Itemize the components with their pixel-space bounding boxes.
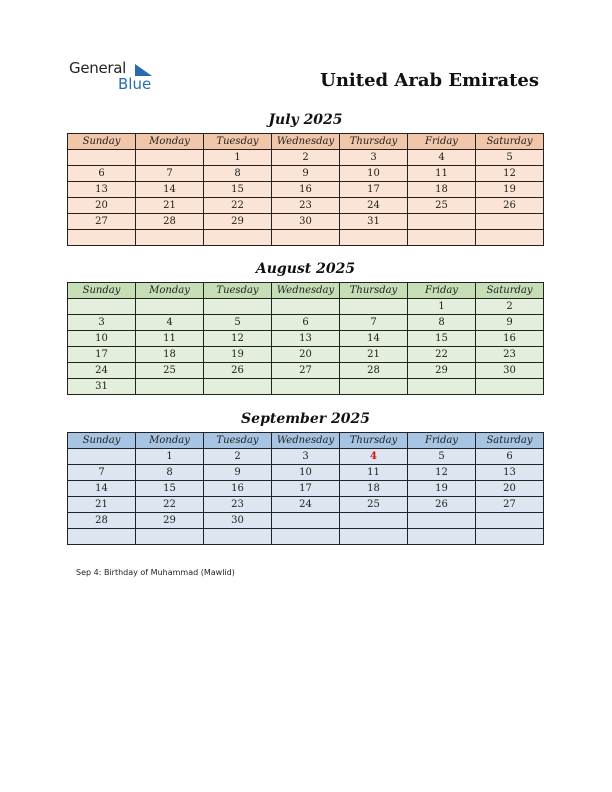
day-cell: 6 xyxy=(272,315,340,331)
day-cell: 23 xyxy=(272,198,340,214)
day-cell: 26 xyxy=(408,497,476,513)
day-cell: 24 xyxy=(340,198,408,214)
week-row xyxy=(68,449,544,465)
day-cell: 1 xyxy=(136,449,204,465)
day-cell: 23 xyxy=(476,347,544,363)
weekday-header: Tuesday xyxy=(204,433,272,449)
empty-day-cell xyxy=(272,529,340,545)
day-cell: 26 xyxy=(476,198,544,214)
week-row xyxy=(68,182,544,198)
empty-day-cell xyxy=(340,513,408,529)
day-cell: 28 xyxy=(340,363,408,379)
day-cell: 20 xyxy=(272,347,340,363)
day-cell: 23 xyxy=(204,497,272,513)
day-cell: 11 xyxy=(340,465,408,481)
empty-day-cell xyxy=(136,230,204,246)
weekday-header: Thursday xyxy=(340,283,408,299)
day-cell: 4 xyxy=(408,150,476,166)
empty-day-cell xyxy=(476,513,544,529)
day-cell: 9 xyxy=(272,166,340,182)
week-row xyxy=(68,166,544,182)
day-cell: 14 xyxy=(136,182,204,198)
day-cell: 15 xyxy=(204,182,272,198)
brand-name-general: General xyxy=(69,59,127,77)
weekday-header: Thursday xyxy=(340,134,408,150)
week-row xyxy=(68,331,544,347)
weekday-header: Friday xyxy=(408,283,476,299)
day-cell: 10 xyxy=(340,166,408,182)
weekday-header: Sunday xyxy=(68,433,136,449)
empty-day-cell xyxy=(340,379,408,395)
week-row xyxy=(68,379,544,395)
day-cell: 18 xyxy=(136,347,204,363)
empty-day-cell xyxy=(68,449,136,465)
day-cell: 5 xyxy=(408,449,476,465)
day-cell: 13 xyxy=(476,465,544,481)
day-cell: 26 xyxy=(204,363,272,379)
day-cell: 15 xyxy=(408,331,476,347)
empty-day-cell xyxy=(272,299,340,315)
day-cell: 11 xyxy=(408,166,476,182)
day-cell: 9 xyxy=(204,465,272,481)
day-cell: 24 xyxy=(272,497,340,513)
day-cell: 4 xyxy=(136,315,204,331)
weekday-header: Sunday xyxy=(68,134,136,150)
month-title-august: August 2025 xyxy=(255,261,356,277)
day-cell: 18 xyxy=(408,182,476,198)
day-cell: 25 xyxy=(136,363,204,379)
empty-day-cell xyxy=(408,379,476,395)
day-cell: 12 xyxy=(204,331,272,347)
empty-day-cell xyxy=(68,299,136,315)
week-row xyxy=(68,465,544,481)
day-cell: 12 xyxy=(408,465,476,481)
empty-day-cell xyxy=(68,230,136,246)
week-row xyxy=(68,363,544,379)
empty-day-cell xyxy=(272,230,340,246)
empty-day-cell xyxy=(340,230,408,246)
empty-day-cell xyxy=(340,529,408,545)
day-cell: 21 xyxy=(136,198,204,214)
weekday-header: Tuesday xyxy=(204,283,272,299)
empty-day-cell xyxy=(68,529,136,545)
day-cell: 10 xyxy=(272,465,340,481)
day-cell: 31 xyxy=(340,214,408,230)
empty-day-cell xyxy=(136,150,204,166)
day-cell: 17 xyxy=(340,182,408,198)
day-cell: 5 xyxy=(476,150,544,166)
day-cell: 25 xyxy=(340,497,408,513)
day-cell: 14 xyxy=(68,481,136,497)
empty-day-cell xyxy=(476,230,544,246)
day-cell: 9 xyxy=(476,315,544,331)
holiday-note: Sep 4: Birthday of Muhammad (Mawlid) xyxy=(76,568,235,577)
empty-day-cell xyxy=(136,299,204,315)
day-cell: 3 xyxy=(68,315,136,331)
weekday-header: Tuesday xyxy=(204,134,272,150)
empty-day-cell xyxy=(136,379,204,395)
day-cell: 24 xyxy=(68,363,136,379)
day-cell: 3 xyxy=(272,449,340,465)
day-cell: 22 xyxy=(136,497,204,513)
day-cell: 13 xyxy=(68,182,136,198)
holiday-day-cell: 4 xyxy=(340,449,408,465)
day-cell: 6 xyxy=(476,449,544,465)
day-cell: 1 xyxy=(204,150,272,166)
day-cell: 28 xyxy=(68,513,136,529)
empty-day-cell xyxy=(272,513,340,529)
week-row xyxy=(68,529,544,545)
day-cell: 29 xyxy=(204,214,272,230)
day-cell: 31 xyxy=(68,379,136,395)
weekday-header: Saturday xyxy=(476,283,544,299)
empty-day-cell xyxy=(408,214,476,230)
weekday-header: Wednesday xyxy=(272,283,340,299)
day-cell: 27 xyxy=(68,214,136,230)
empty-day-cell xyxy=(340,299,408,315)
day-cell: 22 xyxy=(204,198,272,214)
weekday-header: Friday xyxy=(408,134,476,150)
day-cell: 16 xyxy=(204,481,272,497)
holiday-notes xyxy=(76,568,235,577)
weekday-header: Sunday xyxy=(68,283,136,299)
empty-day-cell xyxy=(68,150,136,166)
empty-day-cell xyxy=(204,529,272,545)
day-cell: 7 xyxy=(340,315,408,331)
day-cell: 14 xyxy=(340,331,408,347)
day-cell: 20 xyxy=(68,198,136,214)
day-cell: 17 xyxy=(272,481,340,497)
day-cell: 16 xyxy=(476,331,544,347)
day-cell: 27 xyxy=(272,363,340,379)
day-cell: 21 xyxy=(340,347,408,363)
week-row xyxy=(68,513,544,529)
week-row xyxy=(68,315,544,331)
day-cell: 27 xyxy=(476,497,544,513)
weekday-header: Friday xyxy=(408,433,476,449)
day-cell: 7 xyxy=(68,465,136,481)
day-cell: 29 xyxy=(408,363,476,379)
week-row xyxy=(68,481,544,497)
day-cell: 3 xyxy=(340,150,408,166)
day-cell: 21 xyxy=(68,497,136,513)
day-cell: 25 xyxy=(408,198,476,214)
day-cell: 2 xyxy=(476,299,544,315)
weekday-header: Thursday xyxy=(340,433,408,449)
day-cell: 19 xyxy=(204,347,272,363)
country-title: United Arab Emirates xyxy=(320,70,539,91)
day-cell: 30 xyxy=(272,214,340,230)
day-cell: 22 xyxy=(408,347,476,363)
day-cell: 12 xyxy=(476,166,544,182)
day-cell: 13 xyxy=(272,331,340,347)
week-row xyxy=(68,214,544,230)
empty-day-cell xyxy=(272,379,340,395)
day-cell: 8 xyxy=(204,166,272,182)
week-row xyxy=(68,230,544,246)
day-cell: 17 xyxy=(68,347,136,363)
weekday-header: Monday xyxy=(136,283,204,299)
brand-logo xyxy=(69,59,152,93)
weekday-header: Monday xyxy=(136,134,204,150)
calendar-july xyxy=(67,133,544,246)
empty-day-cell xyxy=(204,379,272,395)
day-cell: 11 xyxy=(136,331,204,347)
day-cell: 8 xyxy=(408,315,476,331)
day-cell: 8 xyxy=(136,465,204,481)
empty-day-cell xyxy=(204,299,272,315)
empty-day-cell xyxy=(476,529,544,545)
day-cell: 19 xyxy=(408,481,476,497)
empty-day-cell xyxy=(136,529,204,545)
day-cell: 30 xyxy=(204,513,272,529)
day-cell: 7 xyxy=(136,166,204,182)
day-cell: 18 xyxy=(340,481,408,497)
empty-day-cell xyxy=(476,214,544,230)
day-cell: 5 xyxy=(204,315,272,331)
day-cell: 29 xyxy=(136,513,204,529)
month-title-september: September 2025 xyxy=(241,411,370,427)
month-title-july: July 2025 xyxy=(268,112,343,128)
day-cell: 1 xyxy=(408,299,476,315)
day-cell: 16 xyxy=(272,182,340,198)
weekday-header: Saturday xyxy=(476,433,544,449)
brand-name-blue: Blue xyxy=(118,75,152,93)
weekday-header: Wednesday xyxy=(272,134,340,150)
week-row xyxy=(68,150,544,166)
day-cell: 30 xyxy=(476,363,544,379)
empty-day-cell xyxy=(408,529,476,545)
empty-day-cell xyxy=(408,230,476,246)
weekday-header: Wednesday xyxy=(272,433,340,449)
day-cell: 6 xyxy=(68,166,136,182)
calendar-august xyxy=(67,282,544,395)
weekday-header: Saturday xyxy=(476,134,544,150)
empty-day-cell xyxy=(476,379,544,395)
day-cell: 20 xyxy=(476,481,544,497)
day-cell: 10 xyxy=(68,331,136,347)
day-cell: 2 xyxy=(272,150,340,166)
day-cell: 15 xyxy=(136,481,204,497)
day-cell: 2 xyxy=(204,449,272,465)
calendar-september xyxy=(67,432,544,545)
week-row xyxy=(68,198,544,214)
empty-day-cell xyxy=(408,513,476,529)
week-row xyxy=(68,347,544,363)
day-cell: 28 xyxy=(136,214,204,230)
day-cell: 19 xyxy=(476,182,544,198)
empty-day-cell xyxy=(204,230,272,246)
week-row xyxy=(68,497,544,513)
week-row xyxy=(68,299,544,315)
weekday-header: Monday xyxy=(136,433,204,449)
